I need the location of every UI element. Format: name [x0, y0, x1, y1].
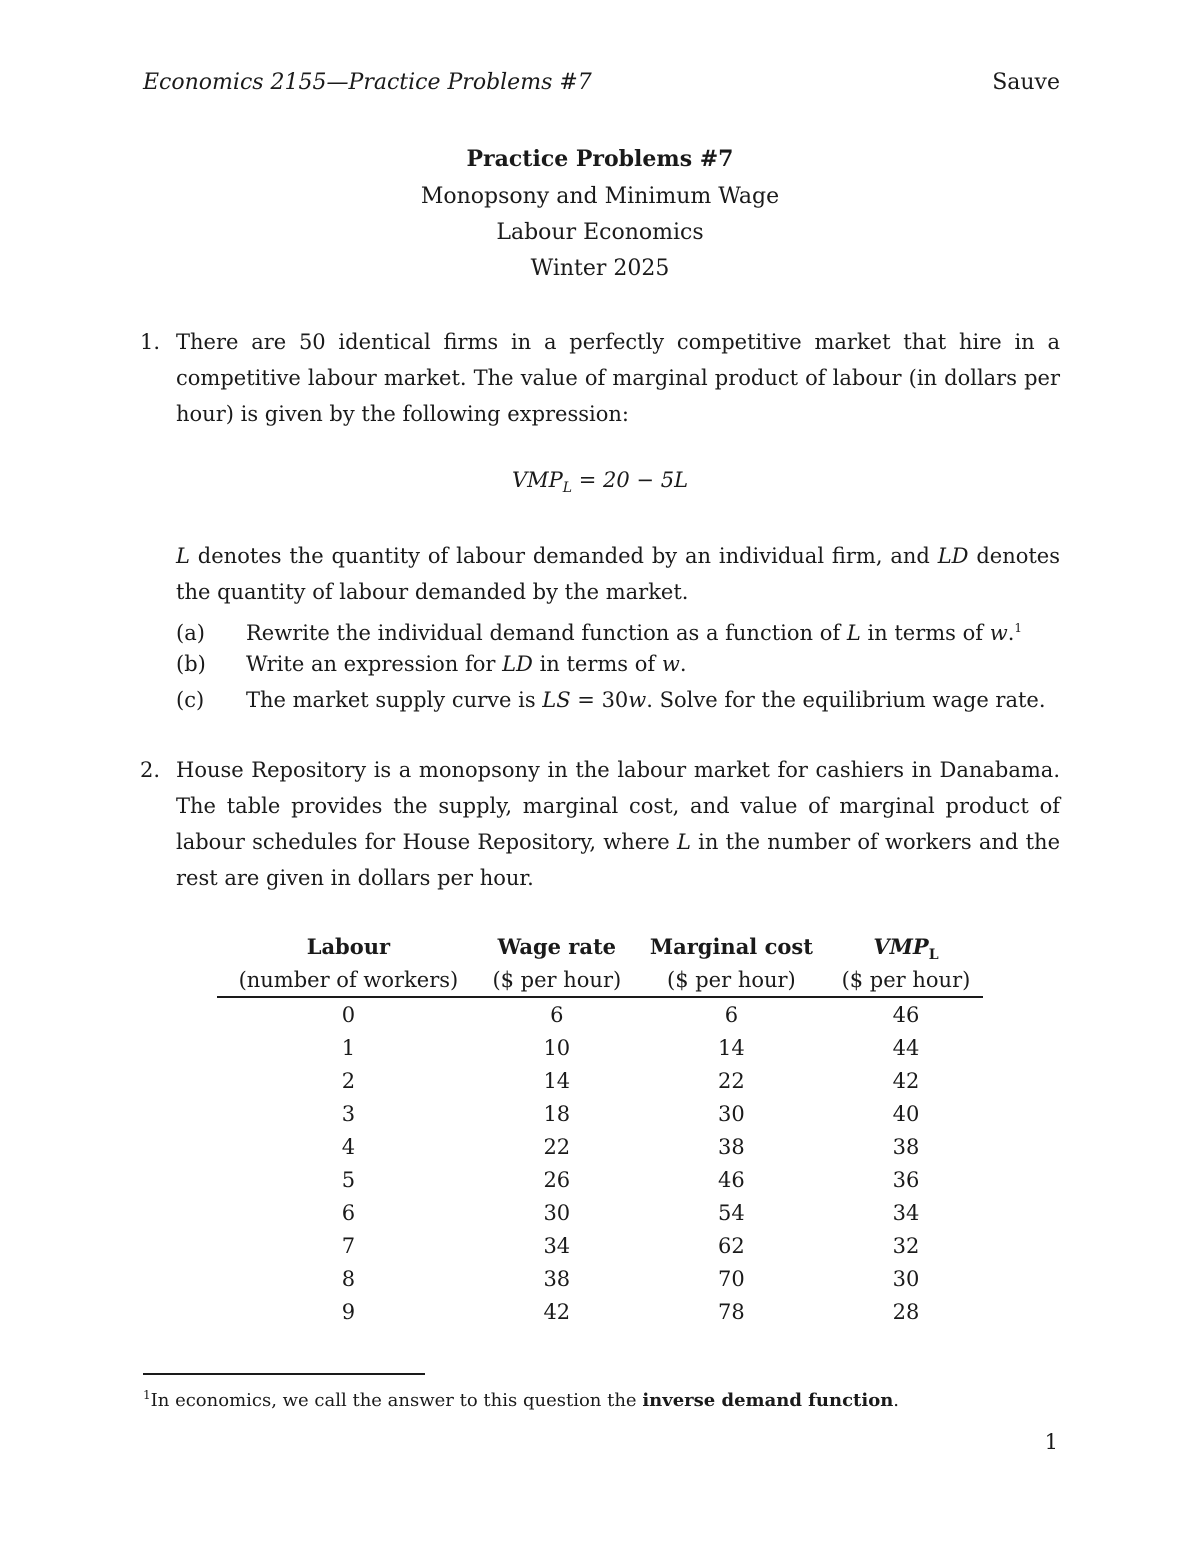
monopsony-schedule-table [217, 930, 983, 1328]
question-1-part-a: (a) Rewrite the individual demand function as a function of L in terms of w.$^1$ [176, 621, 1023, 645]
table-cell: 46 [892, 1002, 920, 1027]
table-cell: 46 [718, 1167, 745, 1192]
vmp-equation: $VMP_L = 20 - 5L$ [511, 468, 689, 497]
header-marginal-cost: Marginal cost ($ per hour) [649, 934, 813, 992]
table-row [217, 1196, 983, 1229]
table-cell: 34 [892, 1200, 920, 1225]
table-row [217, 997, 983, 1031]
footnote-marker: 1 [1014, 621, 1023, 635]
table-cell: 6 [550, 1002, 564, 1027]
header-labour: Labour (number of workers) [238, 934, 459, 992]
footnote: $^1$In economics, we call the answer to this question the inverse demand function. [143, 1388, 900, 1411]
table-cell: 22 [543, 1134, 571, 1159]
table-cell: 54 [718, 1200, 745, 1225]
table-cell: 38 [718, 1134, 745, 1159]
table-cell: 28 [892, 1299, 920, 1324]
question-2-number: 2. [140, 758, 161, 782]
table-cell: 6 [341, 1200, 356, 1225]
table-row [217, 1295, 983, 1328]
term: Winter 2025 [530, 256, 670, 281]
table-cell: 6 [724, 1002, 739, 1027]
page-number: 1 [1044, 1430, 1058, 1454]
table-cell: 42 [543, 1299, 571, 1324]
header-vmp: $VMP_L$ ($ per hour) [841, 934, 971, 992]
table-row [217, 1130, 983, 1163]
question-1-part-c: (c) The market supply curve is LS = 30w. Solve for the equilibrium wage rate. [176, 688, 1046, 712]
question-1-part-b: (b) Write an expression for LD in terms of w. [176, 652, 687, 676]
question-1-number: 1. [140, 330, 161, 354]
table-cell: 26 [543, 1167, 571, 1192]
header-wage-rate: Wage rate ($ per hour) [492, 934, 622, 992]
question-2-text: House Repository is a monopsony in the labour market for cashiers in Danabama. The table provides the supply, marginal cost, and value of marginal product of labour schedules for House Repository, where L in the number of workers and the rest are given in dollars per hour. [176, 758, 1060, 890]
table-row [217, 1163, 983, 1196]
question-1-definitions: L denotes the quantity of labour demanded by an individual firm, and LD denotes the quantity of labour demanded by the market. [176, 544, 1061, 604]
table-row [217, 1097, 983, 1130]
table-cell: 14 [718, 1035, 745, 1060]
table-cell: 38 [892, 1134, 920, 1159]
table-cell: 10 [543, 1035, 571, 1060]
table-cell: 2 [341, 1068, 356, 1093]
table-row [217, 1031, 983, 1064]
running-header-title: Economics 2155—Practice Problems #7 [143, 70, 592, 95]
table-cell: 30 [718, 1101, 745, 1126]
table-row [217, 1262, 983, 1295]
table-cell: 62 [718, 1233, 745, 1258]
footnote-rule [143, 1373, 425, 1375]
table-cell: 40 [892, 1101, 920, 1126]
table-cell: 38 [543, 1266, 571, 1291]
table-cell: 42 [892, 1068, 920, 1093]
question-1-text: There are 50 identical firms in a perfectly competitive market that hire in a competitive labour market. The value of marginal product of labour (in dollars per hour) is given by the following expression: [176, 330, 1060, 426]
table-cell: 9 [341, 1299, 356, 1324]
table-cell: 1 [341, 1035, 356, 1060]
running-header-author: Sauve [992, 70, 1060, 95]
table-cell: 0 [341, 1002, 356, 1027]
table-cell: 36 [892, 1167, 920, 1192]
table-cell: 34 [543, 1233, 571, 1258]
document-title: Practice Problems #7 [466, 146, 734, 172]
table-row [217, 1229, 983, 1262]
table-cell: 32 [892, 1233, 920, 1258]
table-cell: 44 [892, 1035, 920, 1060]
table-cell: 78 [718, 1299, 745, 1324]
table-row [217, 1064, 983, 1097]
course-name: Labour Economics [496, 220, 704, 245]
table-cell: 3 [341, 1101, 356, 1126]
table-cell: 18 [543, 1101, 571, 1126]
table-cell: 70 [718, 1266, 745, 1291]
table-cell: 5 [341, 1167, 356, 1192]
table-cell: 4 [341, 1134, 356, 1159]
table-cell: 22 [718, 1068, 745, 1093]
table-cell: 8 [341, 1266, 356, 1291]
table-cell: 7 [341, 1233, 356, 1258]
table-header-row [217, 930, 983, 997]
document-subtitle: Monopsony and Minimum Wage [420, 184, 780, 209]
table-cell: 30 [892, 1266, 920, 1291]
table-cell: 14 [543, 1068, 571, 1093]
table-cell: 30 [543, 1200, 571, 1225]
